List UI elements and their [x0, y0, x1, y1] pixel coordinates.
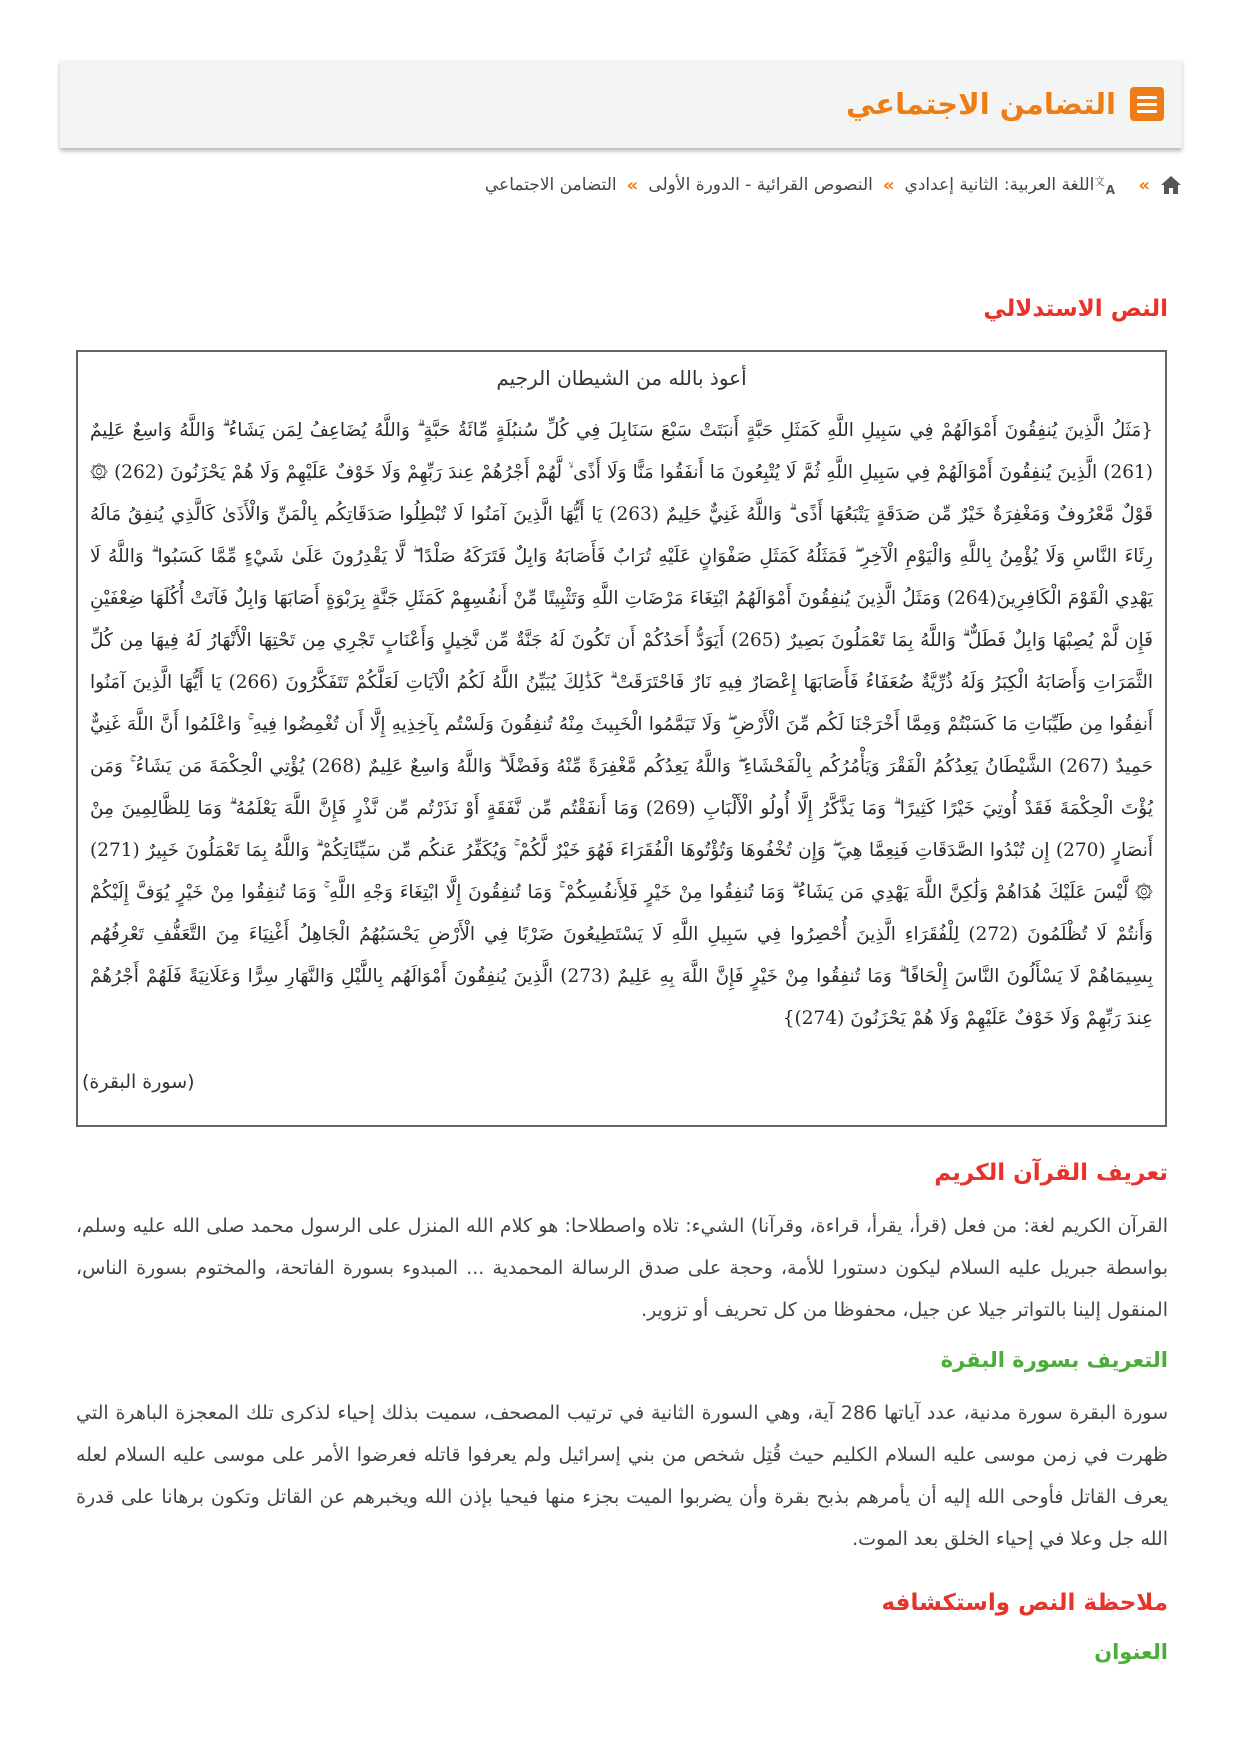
quran-verses: {مَثَلُ الَّذِينَ يُنفِقُونَ أَمْوَالَهُمْ فِي سَبِيلِ اللَّهِ كَمَثَلِ حَبَّةٍ أَنبَتَتْ سَبْعَ سَنَابِلَ فِي كُلِّ سُنبُلَةٍ مِّائَةُ حَبَّةٍ ۗ وَاللَّهُ يُضَاعِفُ لِمَن يَشَاءُ ۗ وَاللَّهُ وَاسِعٌ عَلِيمٌ (261) الَّذِينَ يُنفِقُونَ أَمْوَالَهُمْ فِي سَبِيلِ اللَّهِ ثُمَّ لَا يُتْبِعُونَ مَا أَنفَقُوا مَنًّا وَلَا أَذًى ۙ لَّهُمْ أَجْرُهُمْ عِندَ رَبِّهِمْ وَلَا خَوْفٌ عَلَيْهِمْ وَلَا هُمْ يَحْزَنُونَ (262) ۞ قَوْلٌ مَّعْرُوفٌ وَمَغْفِرَةٌ خَيْرٌ مِّن صَدَقَةٍ يَتْبَعُهَا أَذًى ۗ وَاللَّهُ غَنِيٌّ حَلِيمٌ (263) يَا أَيُّهَا الَّذِينَ آمَنُوا لَا تُبْطِلُوا صَدَقَاتِكُم بِالْمَنِّ وَالْأَذَىٰ كَالَّذِي يُنفِقُ مَالَهُ رِئَاءَ النَّاسِ وَلَا يُؤْمِنُ بِاللَّهِ وَالْيَوْمِ الْآخِرِ ۖ فَمَثَلُهُ كَمَثَلِ صَفْوَانٍ عَلَيْهِ تُرَابٌ فَأَصَابَهُ وَابِلٌ فَتَرَكَهُ صَلْدًا ۖ لَّا يَقْدِرُونَ عَلَىٰ شَيْءٍ مِّمَّا كَسَبُوا ۗ وَاللَّهُ لَا يَهْدِي الْقَوْمَ الْكَافِرِينَ(264) وَمَثَلُ الَّذِينَ يُنفِقُونَ أَمْوَالَهُمُ ابْتِغَاءَ مَرْضَاتِ اللَّهِ وَتَثْبِيتًا مِّنْ أَنفُسِهِمْ كَمَثَلِ جَنَّةٍ بِرَبْوَةٍ أَصَابَهَا وَابِلٌ فَآتَتْ أُكُلَهَا ضِعْفَيْنِ فَإِن لَّمْ يُصِبْهَا وَابِلٌ فَطَلٌّ ۗ وَاللَّهُ بِمَا تَعْمَلُونَ بَصِيرٌ (265) أَيَوَدُّ أَحَدُكُمْ أَن تَكُونَ لَهُ جَنَّةٌ مِّن نَّخِيلٍ وَأَعْنَابٍ تَجْرِي مِن تَحْتِهَا الْأَنْهَارُ لَهُ فِيهَا مِن كُلِّ الثَّمَرَاتِ وَأَصَابَهُ الْكِبَرُ وَلَهُ ذُرِّيَّةٌ ضُعَفَاءُ فَأَصَابَهَا إِعْصَارٌ فِيهِ نَارٌ فَاحْتَرَقَتْ ۗ كَذَٰلِكَ يُبَيِّنُ اللَّهُ لَكُمُ الْآيَاتِ لَعَلَّكُمْ تَتَفَكَّرُونَ (266) يَا أَيُّهَا الَّذِينَ آمَنُوا أَنفِقُوا مِن طَيِّبَاتِ مَا كَسَبْتُمْ وَمِمَّا أَخْرَجْنَا لَكُم مِّنَ الْأَرْضِ ۖ وَلَا تَيَمَّمُوا الْخَبِيثَ مِنْهُ تُنفِقُونَ وَلَسْتُم بِآخِذِيهِ إِلَّا أَن تُغْمِضُوا فِيهِ ۚ وَاعْلَمُوا أَنَّ اللَّهَ غَنِيٌّ حَمِيدٌ (267) الشَّيْطَانُ يَعِدُكُمُ الْفَقْرَ وَيَأْمُرُكُم بِالْفَحْشَاءِ ۖ وَاللَّهُ يَعِدُكُم مَّغْفِرَةً مِّنْهُ وَفَضْلًا ۗ وَاللَّهُ وَاسِعٌ عَلِيمٌ (268) يُؤْتِي الْحِكْمَةَ مَن يَشَاءُ ۚ وَمَن يُؤْتَ الْحِكْمَةَ فَقَدْ أُوتِيَ خَيْرًا كَثِيرًا ۗ وَمَا يَذَّكَّرُ إِلَّا أُولُو الْأَلْبَابِ (269) وَمَا أَنفَقْتُم مِّن نَّفَقَةٍ أَوْ نَذَرْتُم مِّن نَّذْرٍ فَإِنَّ اللَّهَ يَعْلَمُهُ ۗ وَمَا لِلظَّالِمِينَ مِنْ أَنصَارٍ (270) إِن تُبْدُوا الصَّدَقَاتِ فَنِعِمَّا هِيَ ۖ وَإِن تُخْفُوهَا وَتُؤْتُوهَا الْفُقَرَاءَ فَهُوَ خَيْرٌ لَّكُمْ ۚ وَيُكَفِّرُ عَنكُم مِّن سَيِّئَاتِكُمْ ۗ وَاللَّهُ بِمَا تَعْمَلُونَ خَبِيرٌ (271) ۞ لَّيْسَ عَلَيْكَ هُدَاهُمْ وَلَٰكِنَّ اللَّهَ يَهْدِي مَن يَشَاءُ ۗ وَمَا تُنفِقُوا مِنْ خَيْرٍ فَلِأَنفُسِكُمْ ۚ وَمَا تُنفِقُونَ إِلَّا ابْتِغَاءَ وَجْهِ اللَّهِ ۚ وَمَا تُنفِقُوا مِنْ خَيْرٍ يُوَفَّ إِلَيْكُمْ وَأَنتُمْ لَا تُظْلَمُونَ (272) لِلْفُقَرَاءِ الَّذِينَ أُحْصِرُوا فِي سَبِيلِ اللَّهِ لَا يَسْتَطِيعُونَ ضَرْبًا فِي الْأَرْضِ يَحْسَبُهُمُ الْجَاهِلُ أَغْنِيَاءَ مِنَ التَّعَفُّفِ تَعْرِفُهُم بِسِيمَاهُمْ لَا يَسْأَلُونَ النَّاسَ إِلْحَافًا ۗ وَمَا تُنفِقُوا مِنْ خَيْرٍ فَإِنَّ اللَّهَ بِهِ عَلِيمٌ (273) الَّذِينَ يُنفِقُونَ أَمْوَالَهُم بِاللَّيْلِ وَالنَّهَارِ سِرًّا وَعَلَانِيَةً فَلَهُمْ أَجْرُهُمْ عِندَ رَبِّهِمْ وَلَا خَوْفٌ عَلَيْهِمْ وَلَا هُمْ يَحْزَنُونَ (274)}: [90, 420, 1154, 1029]
breadcrumb-separator: »: [626, 174, 639, 196]
article-icon: [1130, 87, 1164, 121]
home-icon[interactable]: [1160, 175, 1182, 195]
breadcrumb-separator: »: [1138, 174, 1150, 196]
translate-icon: [1094, 174, 1128, 197]
svg-text:文: 文: [1094, 175, 1106, 188]
title-subheading: العنوان: [1094, 1640, 1168, 1664]
definition-text: القرآن الكريم لغة: من فعل (قرأ، يقرأ، قراءة، وقرآنا) الشيء: تلاه واصطلاحا: هو كلام الله المنزل على الرسول محمد صلى الله عليه وسلم، بواسطة جبريل عليه السلام ليكون دستورا للأمة، وحجة على صدق الرسالة المحمدية ... المبدوء بسورة الفاتحة، والمختوم بسورة الناس، المنقول إلينا بالتواتر جيلا عن جيل، محفوظا من كل تحريف أو تزوير.: [76, 1215, 1168, 1321]
breadcrumb-item-current: التضامن الاجتماعي: [484, 175, 617, 195]
quran-opening: أعوذ بالله من الشيطان الرجيم: [496, 366, 747, 390]
breadcrumb-item-arabic[interactable]: اللغة العربية: الثانية إعدادي: [904, 175, 1095, 195]
breadcrumb-item-texts[interactable]: النصوص القرائية - الدورة الأولى: [648, 175, 873, 195]
breadcrumb-separator: »: [882, 174, 895, 196]
quran-text-box: [76, 350, 1167, 1127]
breadcrumb: [485, 168, 1182, 202]
observation-heading: ملاحظة النص واستكشافه: [881, 1590, 1168, 1616]
surah-text: سورة البقرة سورة مدنية، عدد آياتها 286 آية، وهي السورة الثانية في ترتيب المصحف، سميت بذلك إحياء لذكرى تلك المعجزة الباهرة التي ظهرت في زمن موسى عليه السلام الكليم حيث قُتِل شخص من بني إسرائيل ولم يعرفوا قاتله فعرضوا الأمر على موسى عليه السلام لعله يعرف القاتل فأوحى الله إليه أن يأمرهم بذبح بقرة وأن يضربوا الميت بجزء منها فيحيا بإذن الله ويخبرهم عن القاتل وتكون برهانا على قدرة الله جل وعلا في إحياء الخلق بعد الموت.: [76, 1402, 1168, 1550]
quran-source: (سورة البقرة): [82, 1071, 195, 1093]
page-title: التضامن الاجتماعي: [845, 87, 1116, 121]
svg-text:A: A: [1106, 183, 1116, 197]
text-heading: النص الاستدلالي: [983, 296, 1168, 322]
page-header: [60, 60, 1182, 148]
surah-heading: التعريف بسورة البقرة: [940, 1348, 1168, 1372]
definition-heading: تعريف القرآن الكريم: [934, 1160, 1168, 1186]
